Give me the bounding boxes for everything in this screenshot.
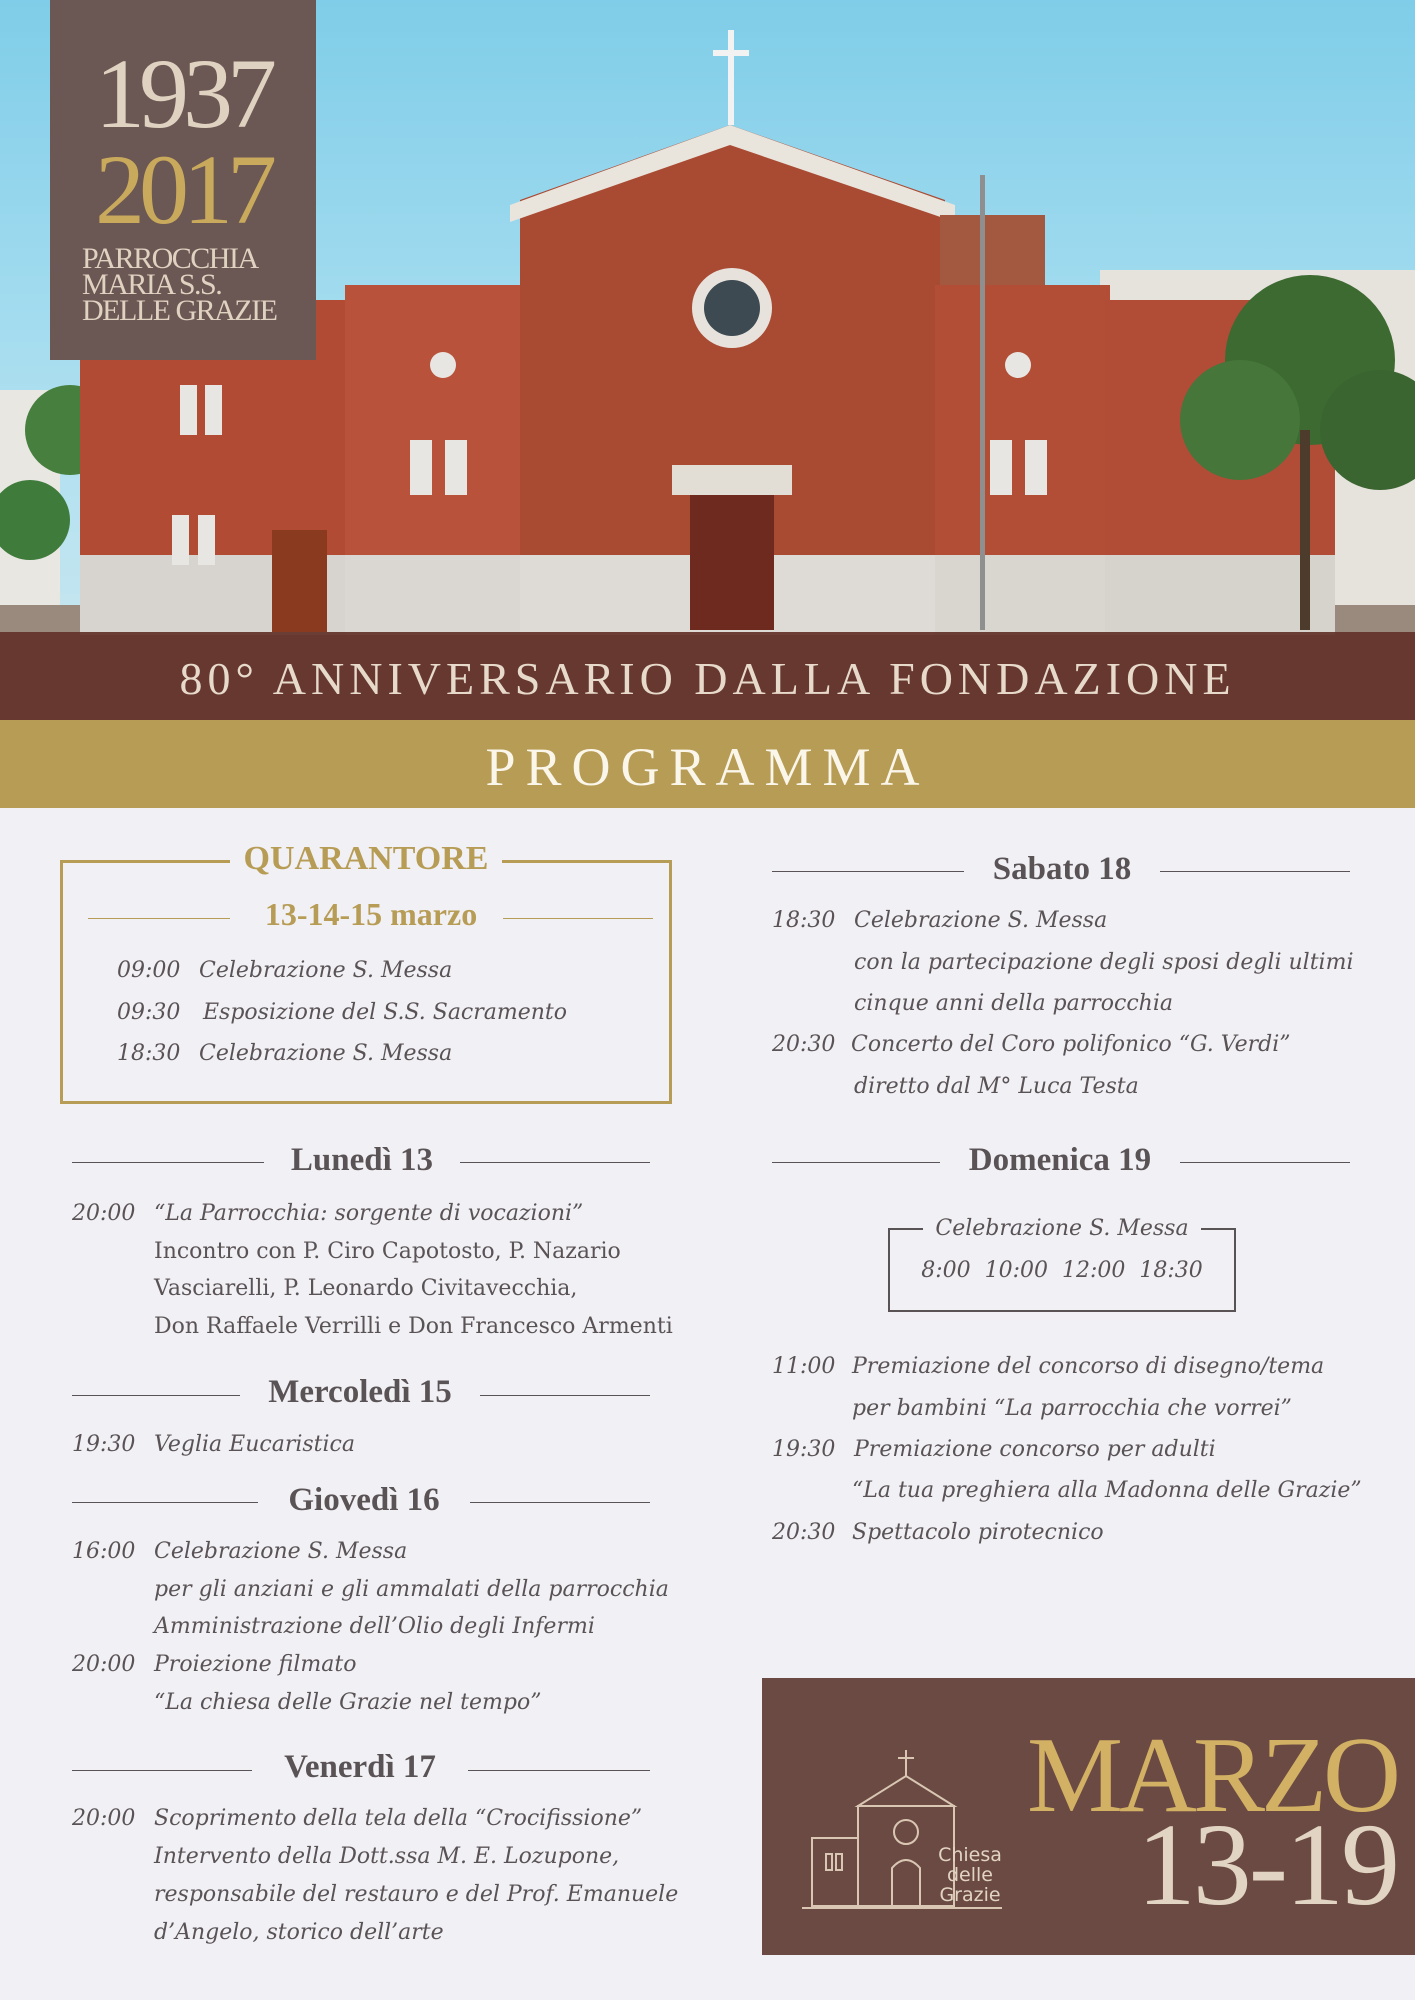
year-end: 2017 bbox=[95, 134, 271, 245]
event-detail: per gli anziani e gli ammalati della parrocchia bbox=[154, 1577, 669, 1602]
event-title: Scoprimento della tela della “Crocifissione” bbox=[154, 1806, 643, 1831]
day-heading-domenica: Domenica 19 bbox=[968, 1142, 1152, 1178]
day-heading-venerdi: Venerdì 17 bbox=[284, 1749, 436, 1785]
anniversary-banner bbox=[0, 632, 1415, 720]
divider-line bbox=[72, 1770, 252, 1771]
event-time: 20:30 bbox=[772, 1032, 836, 1057]
event-detail: Vasciarelli, P. Leonardo Civitavecchia, bbox=[154, 1276, 578, 1301]
event-detail: per bambini “La parrocchia che vorrei” bbox=[852, 1396, 1292, 1421]
event-line: 18:30 Celebrazione S. Messa bbox=[117, 1041, 453, 1066]
mass-times: 8:00 10:00 12:00 18:30 bbox=[921, 1258, 1203, 1283]
divider-line bbox=[72, 1502, 258, 1503]
event-title: “La Parrocchia: sorgente di vocazioni” bbox=[154, 1201, 584, 1226]
day-heading-giovedi: Giovedì 16 bbox=[288, 1482, 440, 1518]
parish-name-line-1: PARROCCHIA bbox=[82, 242, 258, 275]
event-detail: Amministrazione dell’Olio degli Infermi bbox=[154, 1614, 595, 1639]
divider-line bbox=[1160, 871, 1350, 872]
programma-banner bbox=[0, 720, 1415, 808]
event-time: 20:00 bbox=[72, 1652, 136, 1677]
event-detail: Intervento della Dott.ssa M. E. Lozupone, bbox=[154, 1844, 620, 1869]
event-detail: responsabile del restauro e del Prof. Emanuele bbox=[154, 1882, 679, 1907]
church-label-line-2: delle bbox=[947, 1864, 993, 1886]
event-line: 20:30 Spettacolo pirotecnico bbox=[772, 1520, 1104, 1545]
day-heading-lunedi: Lunedì 13 bbox=[290, 1142, 434, 1178]
dates-box bbox=[762, 1678, 1415, 1955]
event-time: 20:00 bbox=[72, 1806, 136, 1831]
programma-title: PROGRAMMA bbox=[485, 737, 930, 797]
event-title: Concerto del Coro polifonico “G. Verdi” bbox=[851, 1032, 1291, 1057]
church-label-line-1: Chiesa bbox=[938, 1844, 1002, 1866]
event-detail: Incontro con P. Ciro Capotosto, P. Nazario bbox=[154, 1239, 621, 1264]
divider-line bbox=[460, 1162, 650, 1163]
quarantore-title: QUARANTORE bbox=[0, 840, 732, 878]
event-time: 20:00 bbox=[72, 1201, 136, 1226]
event-title: Celebrazione S. Messa bbox=[154, 1539, 408, 1564]
year-badge bbox=[50, 0, 316, 360]
event-time: 11:00 bbox=[772, 1354, 836, 1379]
divider-line bbox=[772, 871, 964, 872]
event-time: 19:30 bbox=[772, 1437, 836, 1462]
event-detail: “La chiesa delle Grazie nel tempo” bbox=[154, 1690, 542, 1715]
divider-line bbox=[480, 1395, 650, 1396]
event-detail: diretto dal M° Luca Testa bbox=[854, 1074, 1139, 1099]
date-range: 13-19 bbox=[1136, 1799, 1397, 1930]
divider-line bbox=[72, 1162, 264, 1163]
event-detail: con la partecipazione degli sposi degli ultimi bbox=[854, 950, 1354, 975]
divider-line bbox=[72, 1395, 240, 1396]
event-detail: d’Angelo, storico dell’arte bbox=[154, 1920, 444, 1945]
church-label-line-3: Grazie bbox=[939, 1884, 1001, 1906]
mass-times-title: Celebrazione S. Messa bbox=[888, 1216, 1236, 1241]
divider-line bbox=[470, 1502, 650, 1503]
day-heading-mercoledi: Mercoledì 15 bbox=[268, 1374, 452, 1410]
event-line: 19:30 Veglia Eucaristica bbox=[72, 1432, 355, 1457]
event-detail: cinque anni della parrocchia bbox=[854, 991, 1173, 1016]
divider-line bbox=[468, 1770, 650, 1771]
event-title: Premiazione del concorso di disegno/tema bbox=[852, 1354, 1325, 1379]
month-label: MARZO bbox=[1026, 1716, 1397, 1835]
anniversary-title: 80° ANNIVERSARIO DALLA FONDAZIONE bbox=[179, 653, 1236, 704]
event-detail: Don Raffaele Verrilli e Don Francesco Armenti bbox=[154, 1314, 673, 1339]
event-time: 18:30 bbox=[772, 908, 836, 933]
event-time: 16:00 bbox=[72, 1539, 136, 1564]
divider-line bbox=[1180, 1162, 1350, 1163]
event-title: Celebrazione S. Messa bbox=[854, 908, 1108, 933]
day-heading-sabato: Sabato 18 bbox=[992, 851, 1132, 887]
quarantore-dates: 13-14-15 marzo bbox=[264, 896, 478, 932]
parish-name-line-2: MARIA S.S. bbox=[82, 268, 222, 301]
event-title: Premiazione concorso per adulti bbox=[854, 1437, 1216, 1462]
event-title: Proiezione filmato bbox=[154, 1652, 357, 1677]
event-detail: “La tua preghiera alla Madonna delle Grazie” bbox=[852, 1478, 1362, 1503]
parish-name-line-3: DELLE GRAZIE bbox=[82, 294, 277, 327]
event-line: 09:30 Esposizione del S.S. Sacramento bbox=[117, 1000, 568, 1025]
year-start: 1937 bbox=[95, 38, 271, 149]
divider-line bbox=[772, 1162, 940, 1163]
event-line: 09:00 Celebrazione S. Messa bbox=[117, 958, 453, 983]
